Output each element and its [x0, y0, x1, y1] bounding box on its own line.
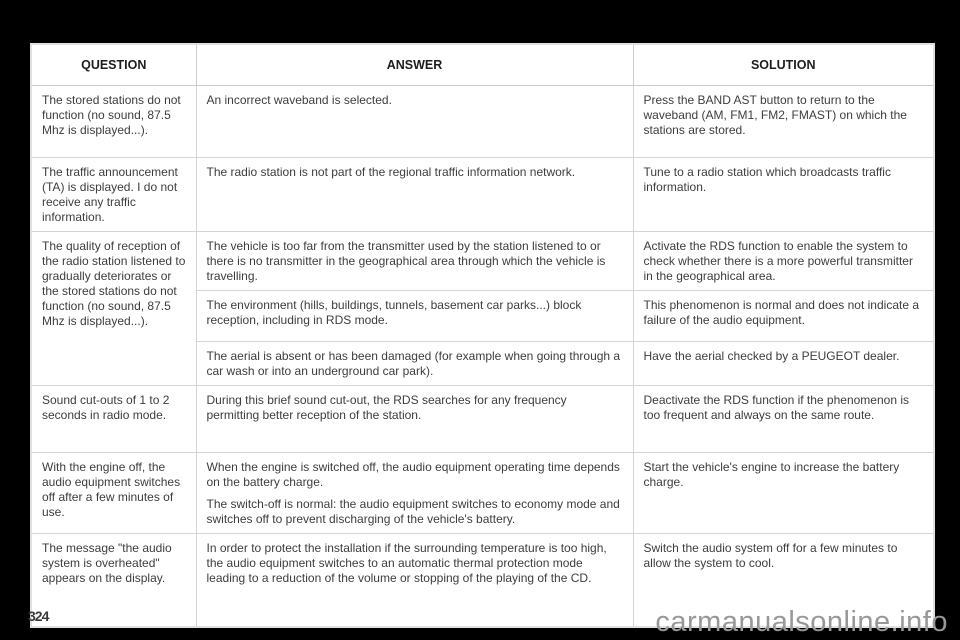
column-header-answer: ANSWER — [196, 44, 633, 86]
table-row — [31, 232, 934, 291]
table-container — [30, 43, 935, 628]
question-cell: The stored stations do not function (no sound, 87.5 Mhz is displayed...). — [31, 86, 196, 158]
question-cell: The traffic announcement (TA) is displayed. I do not receive any traffic information. — [31, 158, 196, 232]
solution-cell: Tune to a radio station which broadcasts traffic information. — [633, 158, 934, 232]
solution-cell: Press the BAND AST button to return to the waveband (AM, FM1, FM2, FMAST) on which the stations are stored. — [633, 86, 934, 158]
answer-cell: The environment (hills, buildings, tunnels, basement car parks...) block reception, including in RDS mode. — [196, 291, 633, 342]
question-cell: Sound cut-outs of 1 to 2 seconds in radio mode. — [31, 386, 196, 453]
question-cell: With the engine off, the audio equipment switches off after a few minutes of use. — [31, 453, 196, 534]
table-row — [31, 158, 934, 232]
question-cell: The quality of reception of the radio station listened to gradually deteriorates or the stored stations do not function (no sound, 87.5 Mhz is displayed...). — [31, 232, 196, 386]
answer-cell — [196, 453, 633, 534]
answer-paragraph: When the engine is switched off, the audio equipment operating time depends on the battery charge. — [206, 460, 620, 489]
answer-cell: The radio station is not part of the regional traffic information network. — [196, 158, 633, 232]
solution-cell: Switch the audio system off for a few minutes to allow the system to cool. — [633, 534, 934, 627]
solution-cell: Have the aerial checked by a PEUGEOT dealer. — [633, 342, 934, 386]
column-header-solution: SOLUTION — [633, 44, 934, 86]
header-row — [31, 44, 934, 86]
solution-cell: This phenomenon is normal and does not indicate a failure of the audio equipment. — [633, 291, 934, 342]
page-number: 324 — [28, 608, 49, 624]
column-header-question: QUESTION — [31, 44, 196, 86]
answer-cell: The aerial is absent or has been damaged (for example when going through a car wash or into an underground car park). — [196, 342, 633, 386]
answer-cell: During this brief sound cut-out, the RDS searches for any frequency permitting better reception of the station. — [196, 386, 633, 453]
answer-paragraph: The switch-off is normal: the audio equipment switches to economy mode and switches off to prevent discharging of the vehicle's battery. — [206, 497, 620, 526]
solution-cell: Deactivate the RDS function if the phenomenon is too frequent and always on the same route. — [633, 386, 934, 453]
solution-cell: Start the vehicle's engine to increase the battery charge. — [633, 453, 934, 534]
table-row — [31, 86, 934, 158]
table-row — [31, 386, 934, 453]
answer-cell: An incorrect waveband is selected. — [196, 86, 633, 158]
question-cell: The message "the audio system is overheated" appears on the display. — [31, 534, 196, 627]
answer-cell: In order to protect the installation if the surrounding temperature is too high, the audio equipment switches to an automatic thermal protection mode leading to a reduction of the volume or stopping of the playing of the CD. — [196, 534, 633, 627]
table-row — [31, 453, 934, 534]
answer-cell: The vehicle is too far from the transmitter used by the station listened to or there is no transmitter in the geographical area through which the vehicle is travelling. — [196, 232, 633, 291]
troubleshooting-table — [30, 43, 935, 628]
solution-cell: Activate the RDS function to enable the system to check whether there is a more powerful transmitter in the geographical area. — [633, 232, 934, 291]
watermark: carmanualsonline.info — [655, 606, 948, 638]
